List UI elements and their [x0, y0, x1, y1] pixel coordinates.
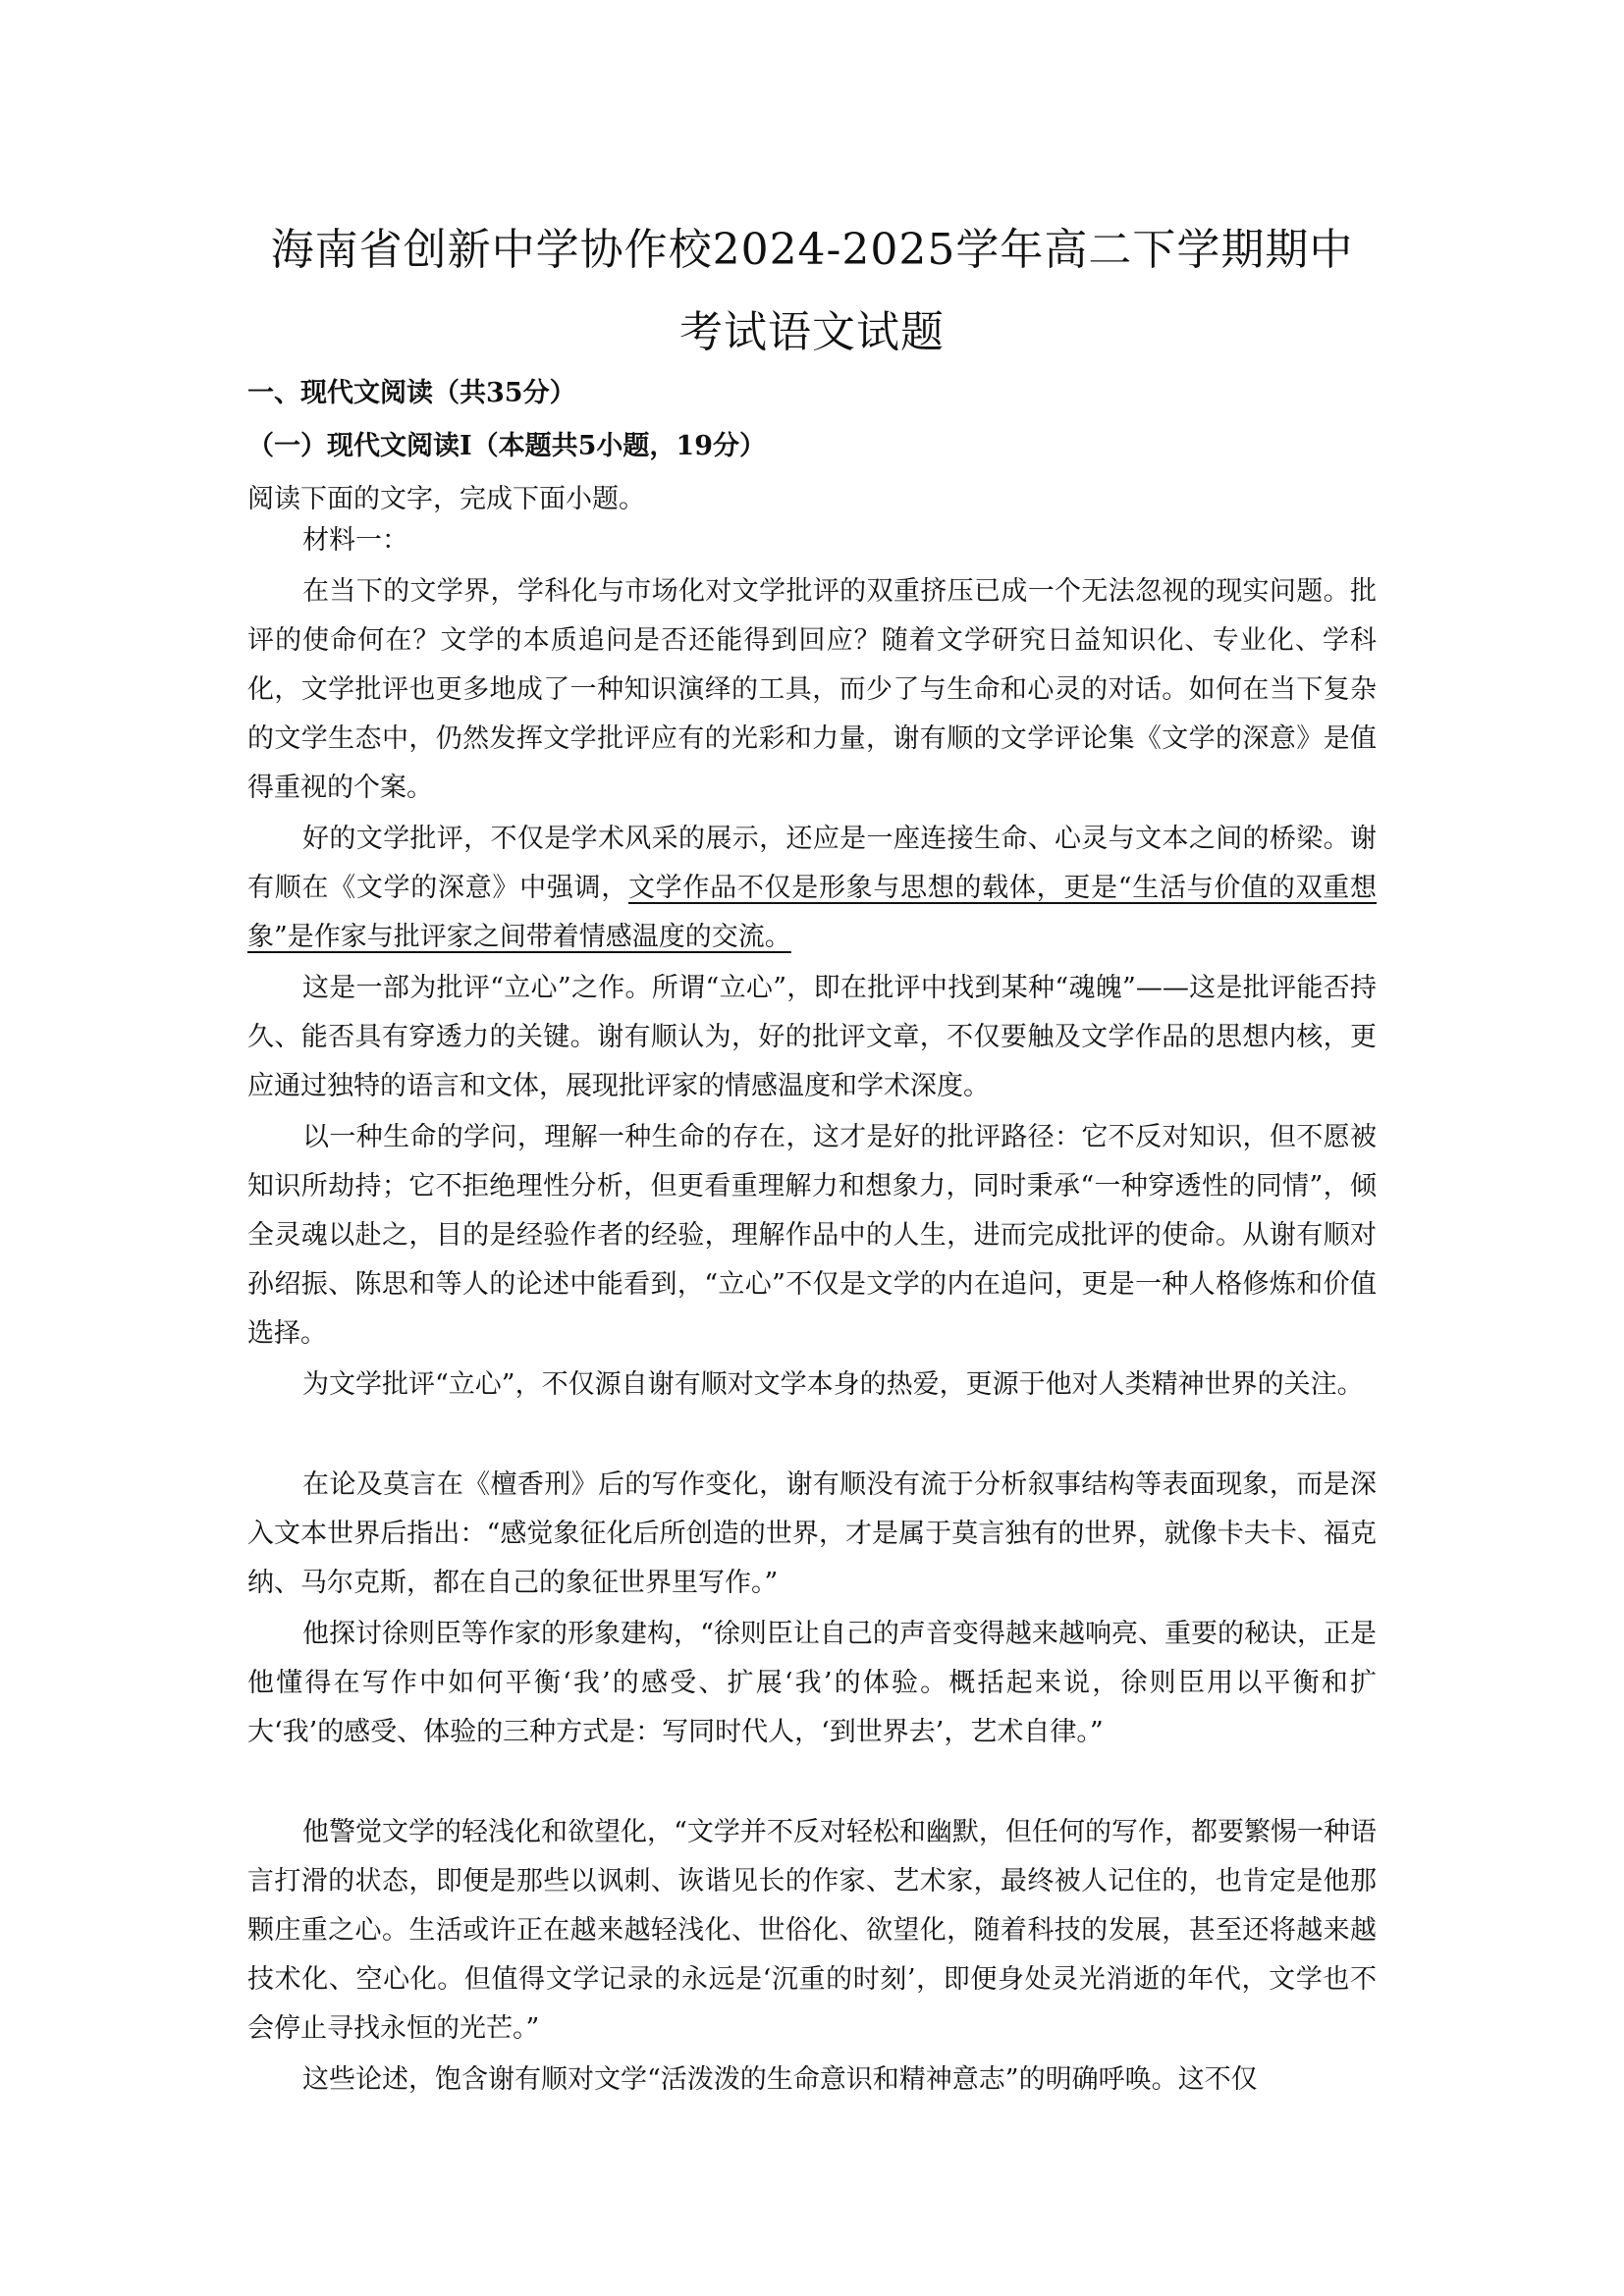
- paragraph: 在论及莫言在《檀香刑》后的写作变化，谢有顺没有流于分析叙事结构等表面现象，而是深入文本世界后指出：“感觉象征化后所创造的世界，才是属于莫言独有的世界，就像卡夫卡、福克纳、马尔克斯，都在自己的象征世界里写作。”: [247, 1469, 1377, 1598]
- paragraph-with-underline: [247, 815, 1377, 962]
- subsection-heading: （一）现代文阅读I（本题共5小题，19分）: [247, 431, 766, 461]
- reading-instruction: 阅读下面的文字，完成下面小题。: [247, 484, 645, 514]
- paragraph: 他探讨徐则臣等作家的形象建构，“徐则臣让自己的声音变得越来越响亮、重要的秘诀，正是他懂得在写作中如何平衡‘我’的感受、扩展‘我’的体验。概括起来说，徐则臣用以平衡和扩大‘我’的感受、体验的三种方式是：写同时代人，‘到世界去’，艺术自律。”: [247, 1619, 1377, 1747]
- exam-title-line-2: 考试语文试题: [679, 307, 945, 357]
- paragraph: 这些论述，饱含谢有顺对文学“活泼泼的生命意识和精神意志”的明确呼唤。这不仅: [302, 2064, 1258, 2095]
- material-label: 材料一：: [302, 525, 408, 556]
- paragraph: 以一种生命的学问，理解一种生命的存在，这才是好的批评路径：它不反对知识，但不愿被知识所劫持；它不拒绝理性分析，但更看重理解力和想象力，同时秉承“一种穿透性的同情”，倾全灵魂以赴之，目的是经验作者的经验，理解作品中的人生，进而完成批评的使命。从谢有顺对孙绍振、陈思和等人的论述中能看到，“立心”不仅是文学的内在追问，更是一种人格修炼和价值选择。: [247, 1122, 1377, 1349]
- paragraph: 这是一部为批评“立心”之作。所谓“立心”，即在批评中找到某种“魂魄”——这是批评能否持久、能否具有穿透力的关键。谢有顺认为，好的批评文章，不仅要触及文学作品的思想内核，更应通过独特的语言和文体，展现批评家的情感温度和学术深度。: [247, 973, 1377, 1101]
- section-heading: 一、现代文阅读（共35分）: [247, 378, 576, 408]
- paragraph: 他警觉文学的轻浅化和欲望化，“文学并不反对轻松和幽默，但任何的写作，都要繁惕一种语言打滑的状态，即便是那些以讽刺、诙谐见长的作家、艺术家，最终被人记住的，也肯定是他那颗庄重之心。生活或许正在越来越轻浅化、世俗化、欲望化，随着科技的发展，甚至还将越来越技术化、空心化。但值得文学记录的永远是‘沉重的时刻’，即便身处灵光消逝的年代，文学也不会停止寻找永恒的光芒。”: [247, 1817, 1377, 2044]
- paragraph: 为文学批评“立心”，不仅源自谢有顺对文学本身的热爱，更源于他对人类精神世界的关注。: [302, 1369, 1364, 1400]
- exam-title-line-1: 海南省创新中学协作校2024-2025学年高二下学期期中: [270, 225, 1354, 275]
- paragraph-text: 好的文学批评，不仅是学术风采的展示，还应是一座连接生命、心灵与文本之间的桥梁。谢有顺在《文学的深意》中强调，: [247, 824, 1377, 903]
- underlined-sentence: 文学作品不仅是形象与思想的载体，更是“生活与价值的双重想象”是作家与批评家之间带着情感温度的交流。: [247, 873, 1377, 952]
- paragraph: 在当下的文学界，学科化与市场化对文学批评的双重挤压已成一个无法忽视的现实问题。批评的使命何在？文学的本质追问是否还能得到回应？随着文学研究日益知识化、专业化、学科化，文学批评也更多地成了一种知识演绎的工具，而少了与生命和心灵的对话。如何在当下复杂的文学生态中，仍然发挥文学批评应有的光彩和力量，谢有顺的文学评论集《文学的深意》是值得重视的个案。: [247, 576, 1377, 803]
